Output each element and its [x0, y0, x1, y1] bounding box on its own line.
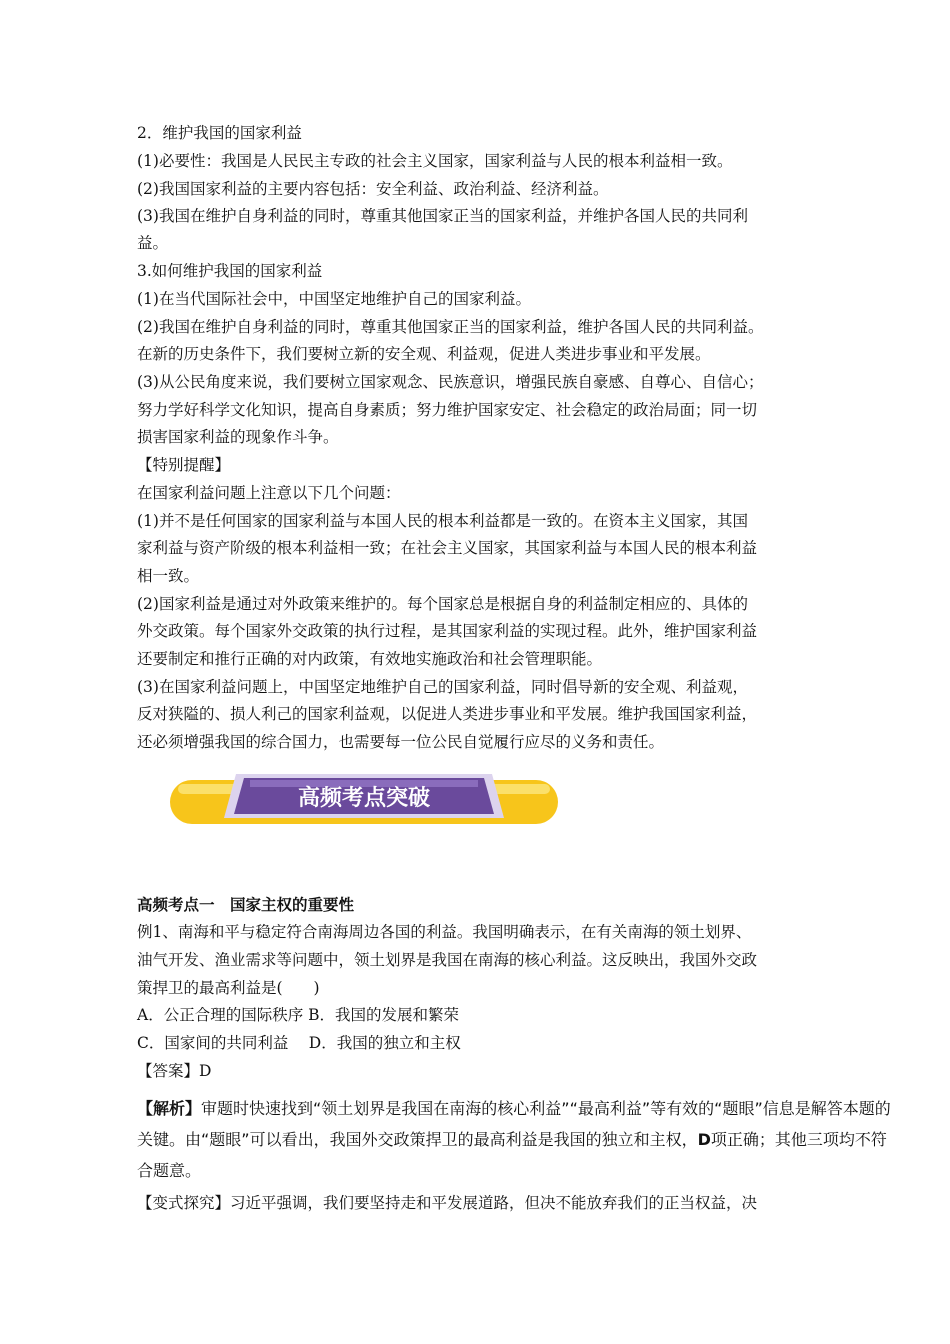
banner-title: 高频考点突破 — [297, 786, 431, 811]
paragraph-line: 外交政策。每个国家外交政策的执行过程，是其国家利益的实现过程。此外，维护国家利益 — [137, 622, 758, 640]
paragraph-line: 相一致。 — [137, 567, 200, 585]
jiexi-line — [137, 1099, 891, 1119]
paragraph-line: 在新的历史条件下，我们要树立新的安全观、利益观，促进人类进步事业和平发展。 — [137, 345, 711, 363]
paragraph-line: (2)国家利益是通过对外政策来维护的。每个国家总是根据自身的利益制定相应的、具体的 — [137, 595, 748, 613]
paragraph-line: (3)我国在维护自身利益的同时，尊重其他国家正当的国家利益，并维护各国人民的共同利 — [137, 207, 748, 225]
paragraph-line: 益。 — [137, 234, 169, 252]
paragraph-line: (2)我国国家利益的主要内容包括：安全利益、政治利益、经济利益。 — [137, 180, 609, 198]
jiexi-tag: 【解析】 — [137, 1099, 202, 1118]
paragraph-line: 努力学好科学文化知识，提高自身素质；努力维护国家安定、社会稳定的政治局面；同一切 — [137, 401, 758, 419]
jiexi-line — [137, 1130, 887, 1150]
paragraph-line: 还要制定和推行正确的对内政策，有效地实施政治和社会管理职能。 — [137, 650, 603, 668]
question-line: 例1、南海和平与稳定符合南海周边各国的利益。我国明确表示，在有关南海的领土划界、 — [137, 923, 752, 941]
paragraph-line: 还必须增强我国的综合国力，也需要每一位公民自觉履行应尽的义务和责任。 — [137, 733, 665, 751]
paragraph-line: (3)从公民角度来说，我们要树立国家观念、民族意识，增强民族自豪感、自尊心、自信心； — [137, 373, 764, 391]
jiexi-option-letter: D — [697, 1130, 711, 1149]
section2-heading: 2．维护我国的国家利益 — [137, 124, 302, 142]
jiexi-line: 合题意。 — [137, 1161, 202, 1180]
jiexi-text: 关键。由“题眼”可以看出，我国外交政策捍卫的最高利益是我国的独立和主权， — [137, 1130, 698, 1149]
options-ab: A．公正合理的国际秩序 B．我国的发展和繁荣 — [137, 1006, 460, 1024]
kaodian-title: 高频考点一 国家主权的重要性 — [137, 895, 355, 914]
question-line: 策捍卫的最高利益是( ) — [137, 979, 320, 997]
jiexi-text: 审题时快速找到“领土划界是我国在南海的核心利益”“最高利益”等有效的“题眼”信息是解答本题的 — [201, 1099, 891, 1118]
bianshi-line: 【变式探究】习近平强调，我们要坚持走和平发展道路，但决不能放弃我们的正当权益，决 — [137, 1194, 758, 1212]
options-cd: C．国家间的共同利益 D．我国的独立和主权 — [137, 1034, 461, 1052]
jiexi-text: 项正确；其他三项均不符 — [710, 1130, 887, 1149]
reminder-title: 【特别提醒】 — [137, 456, 231, 474]
section-banner — [170, 772, 558, 828]
paragraph-line: (1)必要性：我国是人民民主专政的社会主义国家，国家利益与人民的根本利益相一致。 — [137, 152, 733, 170]
paragraph-line: (2)我国在维护自身利益的同时，尊重其他国家正当的国家利益，维护各国人民的共同利益。 — [137, 318, 764, 336]
reminder-intro: 在国家利益问题上注意以下几个问题： — [137, 484, 401, 502]
paragraph-line: 家利益与资产阶级的根本利益相一致；在社会主义国家，其国家利益与本国人民的根本利益 — [137, 539, 758, 557]
paragraph-line: (1)并不是任何国家的国家利益与本国人民的根本利益都是一致的。在资本主义国家，其国 — [137, 512, 748, 530]
answer-line: 【答案】D — [137, 1062, 212, 1080]
section3-heading: 3.如何维护我国的国家利益 — [137, 262, 323, 280]
paragraph-line: (1)在当代国际社会中，中国坚定地维护自己的国家利益。 — [137, 290, 531, 308]
paragraph-line: (3)在国家利益问题上，中国坚定地维护自己的国家利益，同时倡导新的安全观、利益观， — [137, 678, 748, 696]
paragraph-line: 损害国家利益的现象作斗争。 — [137, 428, 339, 446]
paragraph-line: 反对狭隘的、损人利己的国家利益观，以促进人类进步事业和平发展。维护我国国家利益， — [137, 705, 758, 723]
question-line: 油气开发、渔业需求等问题中，领土划界是我国在南海的核心利益。这反映出，我国外交政 — [137, 951, 758, 969]
